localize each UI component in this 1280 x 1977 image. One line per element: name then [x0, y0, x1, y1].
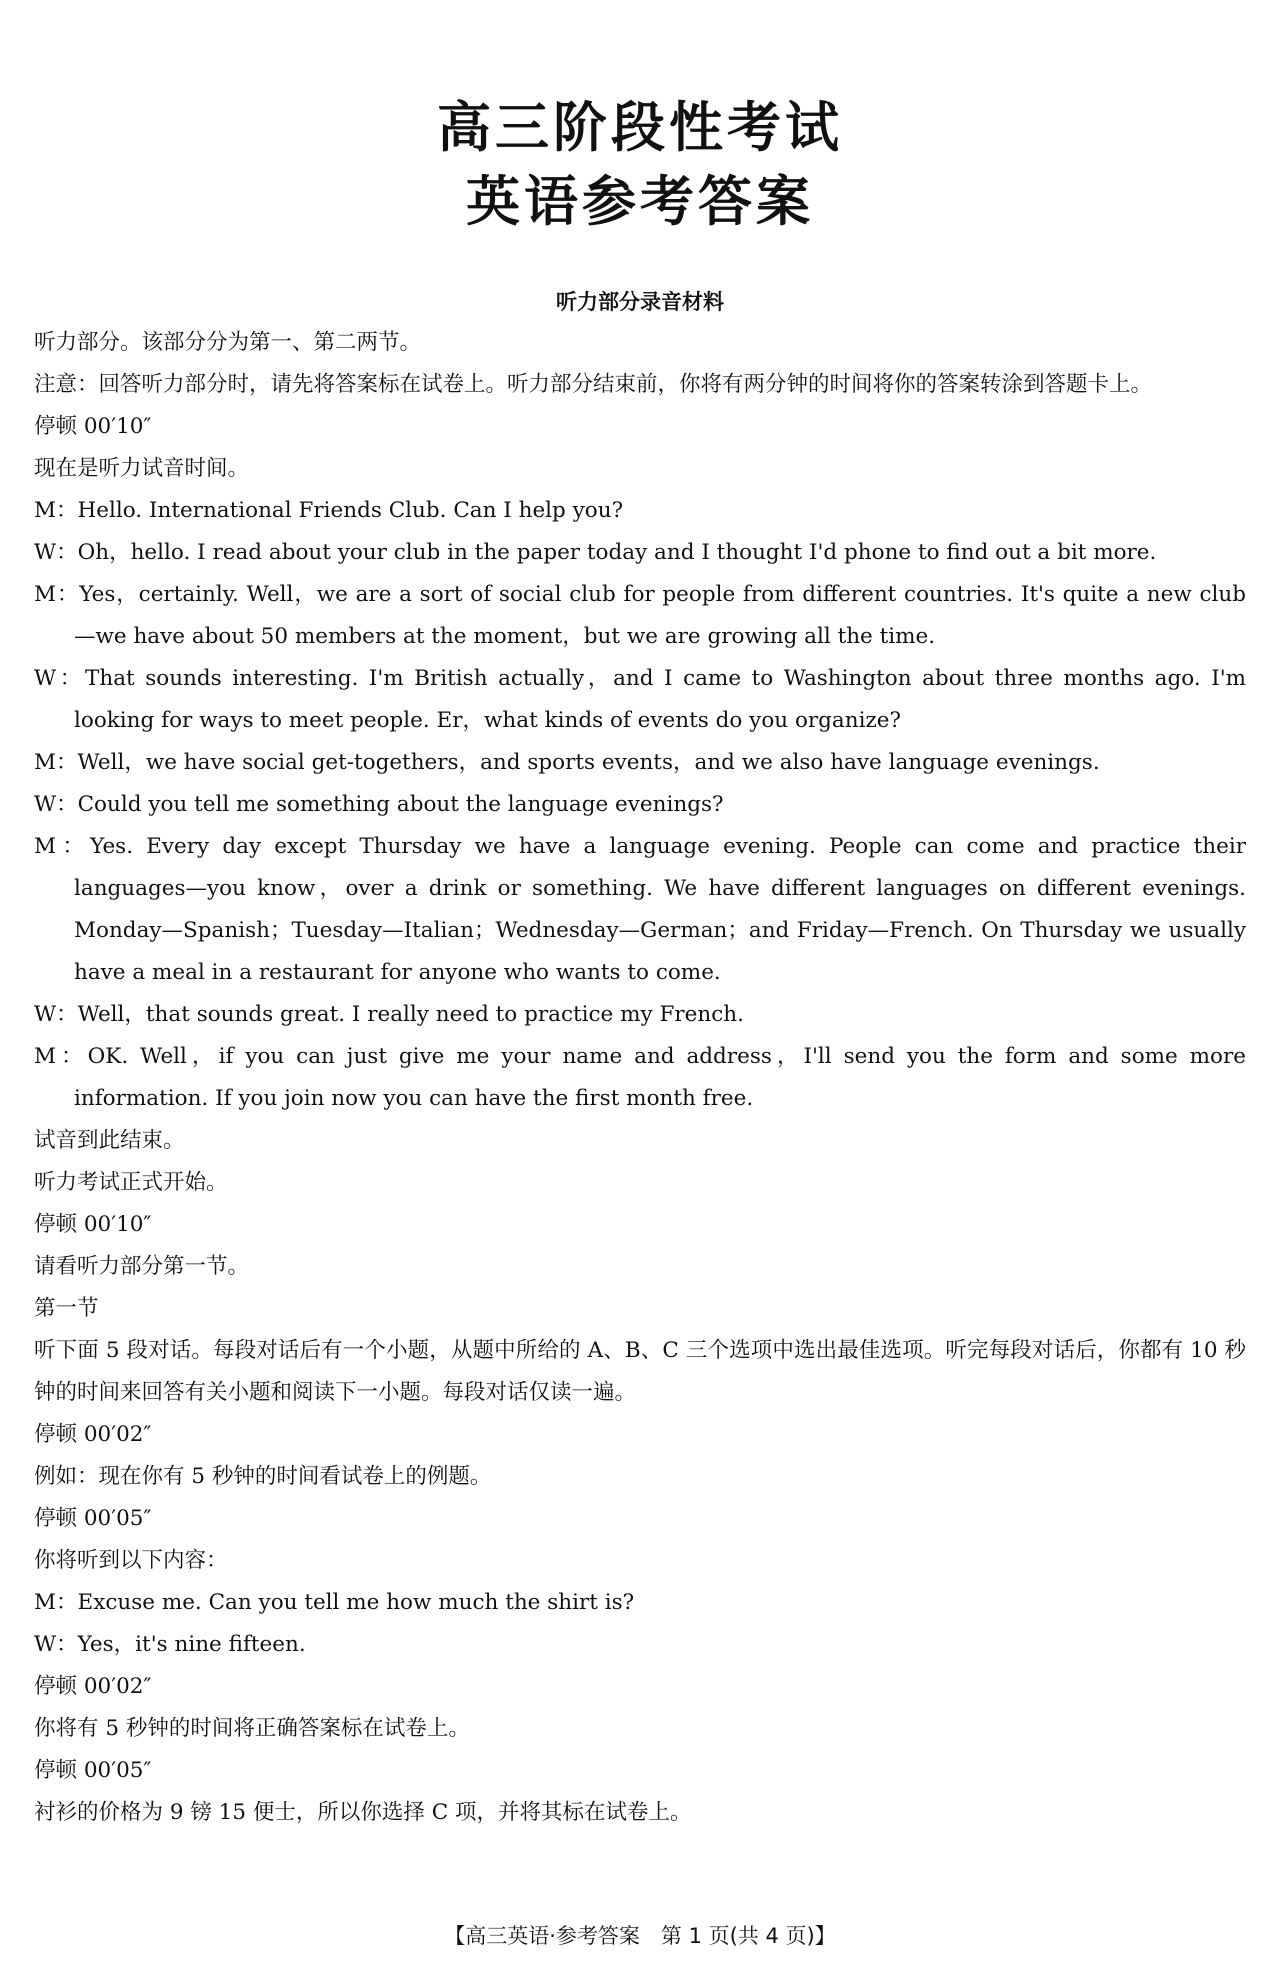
transcript-line: 听下面 5 段对话。每段对话后有一个小题，从题中所给的 A、B、C 三个选项中选出最佳选项。听完每段对话后，你都有 10 秒钟的时间来回答有关小题和阅读下一小题。每段对话仅读一遍。: [34, 1338, 1246, 1405]
transcript-line: 听力部分。该部分分为第一、第二两节。: [34, 330, 422, 355]
transcript-line: 注意：回答听力部分时，请先将答案标在试卷上。听力部分结束前，你将有两分钟的时间将你的答案转涂到答题卡上。: [34, 372, 1153, 397]
transcript-line: 第一节: [34, 1296, 99, 1321]
transcript-line: 停顿 00′05″: [34, 1758, 152, 1783]
dialogue-line: M：OK. Well，if you can just give me your name and address，I'll send you the form and some more information. If you join now you can have the first month free.: [34, 1044, 1246, 1111]
transcript-line: 例如：现在你有 5 秒钟的时间看试卷上的例题。: [34, 1464, 492, 1489]
transcript-line: 听力考试正式开始。: [34, 1170, 228, 1195]
transcript-line: 停顿 00′10″: [34, 414, 152, 439]
dialogue-line: W：Oh，hello. I read about your club in the paper today and I thought I'd phone to find out a bit more.: [34, 540, 1157, 565]
dialogue-line: W：Well，that sounds great. I really need to practice my French.: [34, 1002, 744, 1027]
transcript-line: 请看听力部分第一节。: [34, 1254, 250, 1279]
transcript-line: 衬衫的价格为 9 镑 15 便士，所以你选择 C 项，并将其标在试卷上。: [34, 1800, 692, 1825]
transcript-line: 停顿 00′02″: [34, 1674, 152, 1699]
transcript-line: 现在是听力试音时间。: [34, 456, 250, 481]
dialogue-line: M：Hello. International Friends Club. Can I help you?: [34, 498, 624, 523]
dialogue-line: M：Yes. Every day except Thursday we have a language evening. People can come and practice their languages—you know，over a drink or something. We have different languages on different evenings. Monday—Spanish；Tuesday—Italian；Wednesday—German；and Friday—French. On Thursday we usually have a meal in a restaurant for anyone who wants to come.: [34, 834, 1246, 985]
dialogue-line: W：Could you tell me something about the language evenings?: [34, 792, 724, 817]
transcript-line: 你将听到以下内容：: [34, 1548, 228, 1573]
dialogue-line: M：Excuse me. Can you tell me how much the shirt is?: [34, 1590, 635, 1615]
dialogue-line: M：Yes，certainly. Well，we are a sort of social club for people from different countries. It's quite a new club—we have about 50 members at the moment，but we are growing all the time.: [34, 582, 1246, 649]
dialogue-line: W：Yes，it's nine fifteen.: [34, 1632, 306, 1657]
section-heading: 听力部分录音材料: [556, 290, 724, 314]
transcript-line: 你将有 5 秒钟的时间将正确答案标在试卷上。: [34, 1716, 470, 1741]
dialogue-line: W：That sounds interesting. I'm British actually，and I came to Washington about three months ago. I'm looking for ways to meet people. Er，what kinds of events do you organize?: [34, 666, 1246, 733]
page-footer: 【高三英语·参考答案 第 1 页(共 4 页)】: [444, 1924, 836, 1948]
transcript-line: 停顿 00′10″: [34, 1212, 152, 1237]
transcript-body: [34, 322, 1246, 1834]
transcript-line: 试音到此结束。: [34, 1128, 185, 1153]
transcript-line: 停顿 00′02″: [34, 1422, 152, 1447]
title-line-2: 英语参考答案: [466, 170, 814, 233]
dialogue-line: M：Well，we have social get-togethers，and sports events，and we also have language evenings.: [34, 750, 1100, 775]
transcript-line: 停顿 00′05″: [34, 1506, 152, 1531]
title-line-1: 高三阶段性考试: [437, 96, 843, 159]
